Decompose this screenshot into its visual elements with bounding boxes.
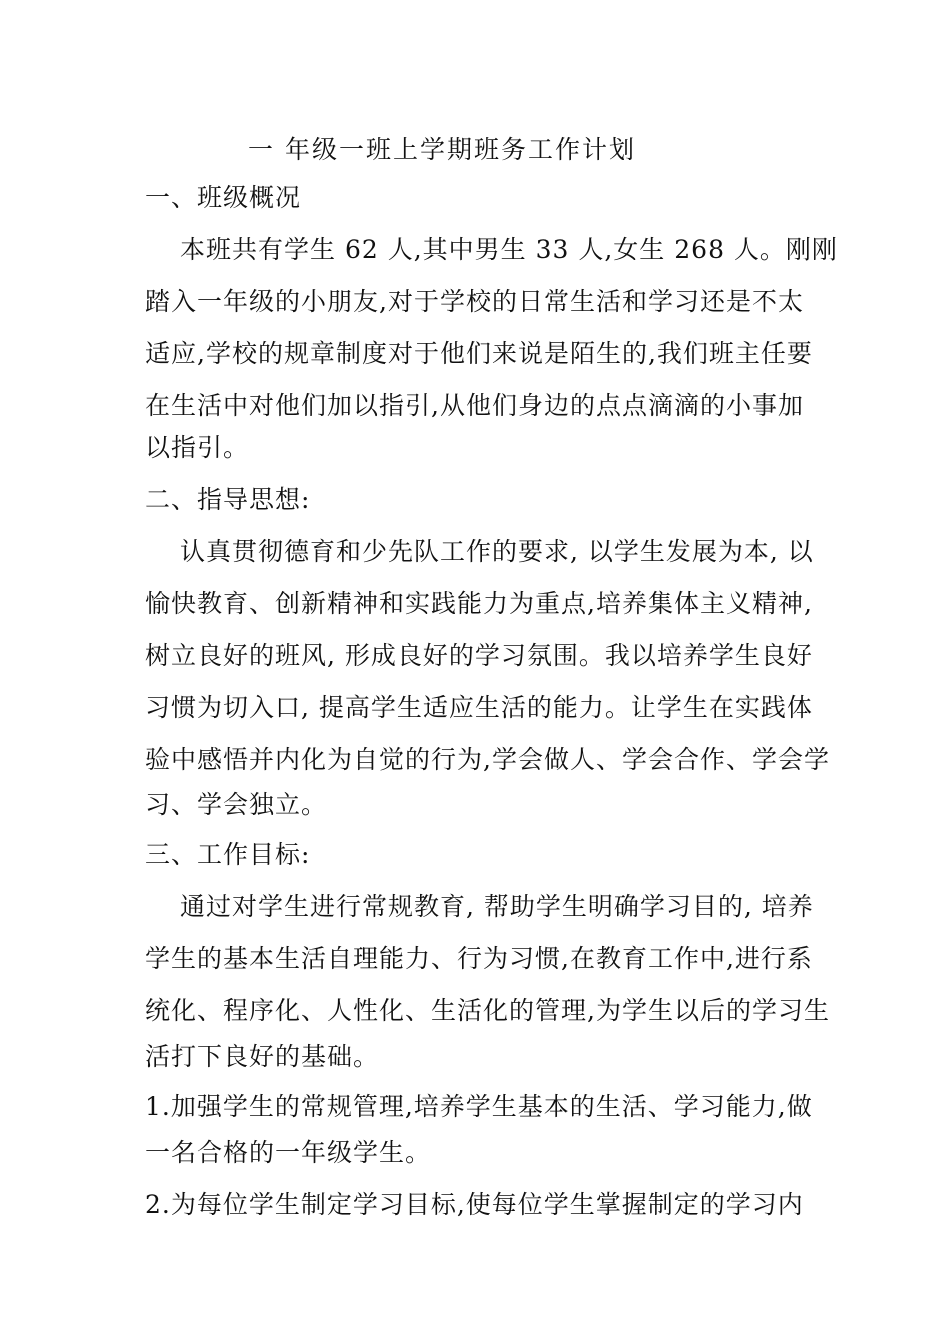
paragraph-line: 认真贯彻德育和少先队工作的要求, 以学生发展为本, 以: [180, 537, 814, 566]
paragraph-line: 通过对学生进行常规教育, 帮助学生明确学习目的, 培养: [180, 892, 814, 921]
paragraph-line: 学生的基本生活自理能力、行为习惯,在教育工作中,进行系: [145, 944, 813, 973]
list-item: 2.为每位学生制定学习目标,使每位学生掌握制定的学习内: [145, 1190, 804, 1219]
list-item: 1.加强学生的常规管理,培养学生基本的生活、学习能力,做: [145, 1092, 813, 1121]
paragraph-line: 在生活中对他们加以指引,从他们身边的点点滴滴的小事加: [145, 391, 804, 420]
paragraph-line: 树立良好的班风, 形成良好的学习氛围。我以培养学生良好: [145, 641, 813, 670]
paragraph-line: 验中感悟并内化为自觉的行为,学会做人、学会合作、学会学: [145, 745, 830, 774]
section-heading-class-overview: 一、班级概况: [145, 183, 302, 212]
paragraph-line: 习、学会独立。: [145, 790, 328, 819]
section-heading-guiding-ideology: 二、指导思想:: [145, 485, 311, 514]
paragraph-line: 愉快教育、创新精神和实践能力为重点,培养集体主义精神,: [145, 589, 813, 618]
paragraph-line: 习惯为切入口, 提高学生适应生活的能力。让学生在实践体: [145, 693, 813, 722]
paragraph-line: 以指引。: [145, 433, 250, 462]
paragraph-line: 本班共有学生 62 人,其中男生 33 人,女生 268 人。刚刚: [180, 235, 838, 264]
list-item-continuation: 一名合格的一年级学生。: [145, 1138, 432, 1167]
paragraph-line: 适应,学校的规章制度对于他们来说是陌生的,我们班主任要: [145, 339, 813, 368]
section-heading-work-goals: 三、工作目标:: [145, 840, 311, 869]
paragraph-line: 统化、程序化、人性化、生活化的管理,为学生以后的学习生: [145, 996, 830, 1025]
paragraph-line: 踏入一年级的小朋友,对于学校的日常生活和学习还是不太: [145, 287, 804, 316]
paragraph-line: 活打下良好的基础。: [145, 1042, 380, 1071]
document-title: 一 年级一班上学期班务工作计划: [248, 135, 636, 164]
